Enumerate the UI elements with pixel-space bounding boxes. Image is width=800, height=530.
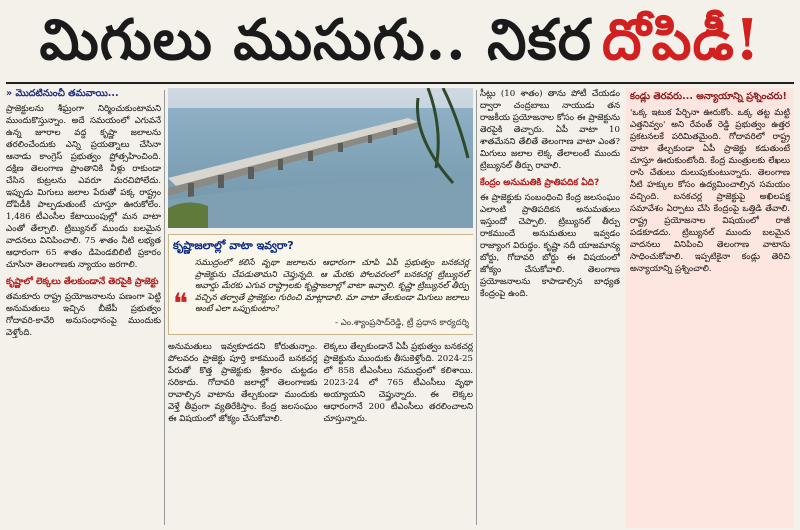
middle-column [168, 88, 473, 528]
right-a-subhead: కేంద్రం అనుమతికి ప్రాతిపదిక ఏది? [480, 178, 600, 188]
headline-part2: దోపిడీ! [601, 7, 761, 73]
headline-part1: మిగులు ముసుగు.. నికర [39, 7, 592, 73]
column-rule [476, 90, 477, 525]
middle-body-1: అనుమతులు ఇవ్వకూడదని కోరుతున్నాం. పోలవరం ప్రాజెక్టు పూర్తి కాకముందే బనకచర్ల పేరుతో కొత్త ప్రాజెక్టుకు శ్రీకారం చుట్టడం సరికాదు. గోదావరి జలాల్లో తెలంగాణకు రావాల్సిన వాటాను తేల్చకుండా ముందుకు వెళ్తే తీవ్రంగా వ్యతిరేకిస్తాం. కేంద్ర జలసంఘం ఈ విషయంలో జోక్యం చేసుకోవాలి. [168, 341, 318, 424]
sidebar-box [626, 88, 794, 528]
left-column [6, 88, 161, 528]
column-rule [164, 90, 165, 525]
headline [0, 0, 800, 80]
middle-body-2: లెక్కలు తేల్చకుండానే ఏపీ ప్రభుత్వం బనకచర్ల ప్రాజెక్టును ముందుకు తీసుకెళ్తోంది. 2024-25 లో 858 టీఎంసీలు సముద్రంలో కలిశాయి. 2023-24 లో 765 టీఎంసీలు వృథా అయ్యాయని చెప్తున్నారు. ఈ లెక్కల ఆధారంగానే 200 టీఎంసీలు తరలించాలని చూస్తున్నారు. [323, 341, 473, 424]
left-subhead: కృష్ణాలో లెక్కలు తేలకుండానే తెరపైకి ప్రాజెక్టు [6, 277, 159, 287]
quote-title: కృష్ణాజలాల్లో వాటా ఇవ్వరా? [173, 239, 294, 252]
left-body: ప్రాజెక్టులను శీఘ్రంగా నిర్మించుకుంటామని ముందుకొస్తున్నాం. అదే సమయంలో ఎగువనే ఉన్న జూరాల వద్ద కృష్ణా జలాలను తరలించేందుకు ఎన్ని ప్రయత్నాలు చేసినా ఆనాడు కాంగ్రెస్ ప్రభుత్వం ప్రోత్సహించింది. దక్షిణ తెలంగాణ ప్రాంతానికి నీళ్లు రాకుండా చేసిన కుట్రలను ఎవరూ మరచిపోలేదు. ఇప్పుడు మిగులు జలాల పేరుతో పక్క రాష్ట్రం దోపిడీకి పాల్పడుతుంటే చూస్తూ ఊరుకోలేం. 1,486 టీఎంసీల కేటాయింపుల్లో మన వాటా ఎంతో తేల్చాలి. ట్రిబ్యునల్ ముందు బలమైన వాదనలు వినిపించాలి. 75 శాతం నీటి లభ్యత ఆధారంగా 65 శాతం డిపెండబిలిటీ ప్రకారం చూసినా తెలంగాణకు న్యాయం జరగాలి. [6, 104, 161, 270]
sidebar-body: 'ఒక్క ఇటుక పేర్చినా ఊరుకోం. ఒక్క తట్ట మట్టి ఎత్తనివ్వం' అని రేవంత్ రెడ్డి ప్రభుత్వం ఉత్తర ప్రకటనలకే పరిమితమైంది. గోదావరిలో రాష్ట్ర వాటా తేల్చకుండా ఏపీ ప్రాజెక్టు కడుతుంటే చూస్తూ ఊరుకుంటోంది. కేంద్ర మంత్రులకు లేఖలు రాసి చేతులు దులుపుకుంటున్నారు. తెలంగాణ నీటి హక్కుల కోసం ఉద్యమించాల్సిన సమయం వచ్చింది. బనకచర్ల ప్రాజెక్టుపై అఖిలపక్ష సమావేశం ఏర్పాటు చేసి కేంద్రంపై ఒత్తిడి తేవాలి. రాష్ట్ర ప్రయోజనాల విషయంలో రాజీ పడకూడదు. ట్రిబ్యునల్ ముందు బలమైన వాదనలు వినిపించి తెలంగాణ వాటాను సాధించుకోవాలి. ఇప్పటికైనా కండ్లు తెరిచి అన్యాయాన్ని ప్రశ్నించాలి. [630, 108, 790, 274]
right-a-body-2: ఈ ప్రాజెక్టుకు సంబంధించి కేంద్ర జలసంఘం ఎలాంటి ప్రాతిపదికన అనుమతులు ఇస్తుందో చెప్పాలి. ట్రిబ్యునల్ తీర్పు రాకముందే అనుమతులు ఇవ్వడం రాజ్యాంగ విరుద్ధం. కృష్ణా నదీ యాజమాన్య బోర్డు, గోదావరి బోర్డు ఈ విషయంలో జోక్యం చేసుకోవాలి. తెలంగాణ ప్రయోజనాలను కాపాడాల్సిన బాధ్యత కేంద్రంపై ఉంది. [480, 193, 620, 299]
quote-mark-icon: ❝ [173, 287, 189, 320]
left-kicker: » మొదటినుంచీ తమవాయి... [6, 88, 119, 99]
headline-divider [6, 82, 794, 84]
quote-text: సముద్రంలో కలిసే వృథా జలాలను ఆధారంగా చూపి ఏపీ ప్రభుత్వం బనకచర్ల ప్రాజెక్టును చేపడుతామని చెప్తున్నది. ఆ మేరకు పోలవరంలో బనకచర్ల ట్రిబ్యునల్‌ అవార్డు మేరకు ఎగువ రాష్ట్రాలకు కృష్ణాజలాల్లో వాటా ఇవ్వాలి. కృష్ణా ట్రిబ్యునల్ తీర్పు వచ్చిన తర్వాతే ప్రాజెక్టుల గురించి మాట్లాడాలి. మా వాటా తేలకుండా మిగులు జలాలు అంటే ఎలా ఒప్పుకుంటాం? [195, 257, 469, 313]
quote-box [168, 234, 473, 335]
left-body-2: తమకూరు రాష్ట్ర ప్రయోజనాలను పణంగా పెట్టి అనుమతులు ఇచ్చిన బీజేపీ ప్రభుత్వం గోదావరి-కావేరి అనుసంధానంపై ముందుకు వెళ్తోంది. [6, 292, 161, 338]
dam-illustration [168, 88, 473, 228]
dam-photo [168, 88, 473, 228]
middle-sub-columns [168, 341, 473, 425]
sidebar-heading: కండ్లు తెరవరు... అన్యాయాన్ని ప్రశ్నించరు! [630, 91, 787, 102]
quote-attribution: - ఎం.శ్యాంప్రసాద్‌రెడ్డి, ట్రీ ప్రధాన కార్యదర్శి [334, 317, 469, 328]
right-column-a [480, 88, 620, 528]
right-a-body: సీట్లు (10 శాతం) తాను పోటీ చేయడం ద్వారా చంద్రబాబు నాయుడు తన రాజకీయ ప్రయోజనాల కోసం ఈ ప్రాజెక్టును తెరపైకి తెచ్చారు. ఏపీ వాటా 10 శాతమేనని తేలితే తెలంగాణ వాటా ఎంత? మిగులు జలాల లెక్క తేలాలంటే ముందు ట్రిబ్యునల్ తీర్పు రావాలి. [480, 89, 620, 171]
